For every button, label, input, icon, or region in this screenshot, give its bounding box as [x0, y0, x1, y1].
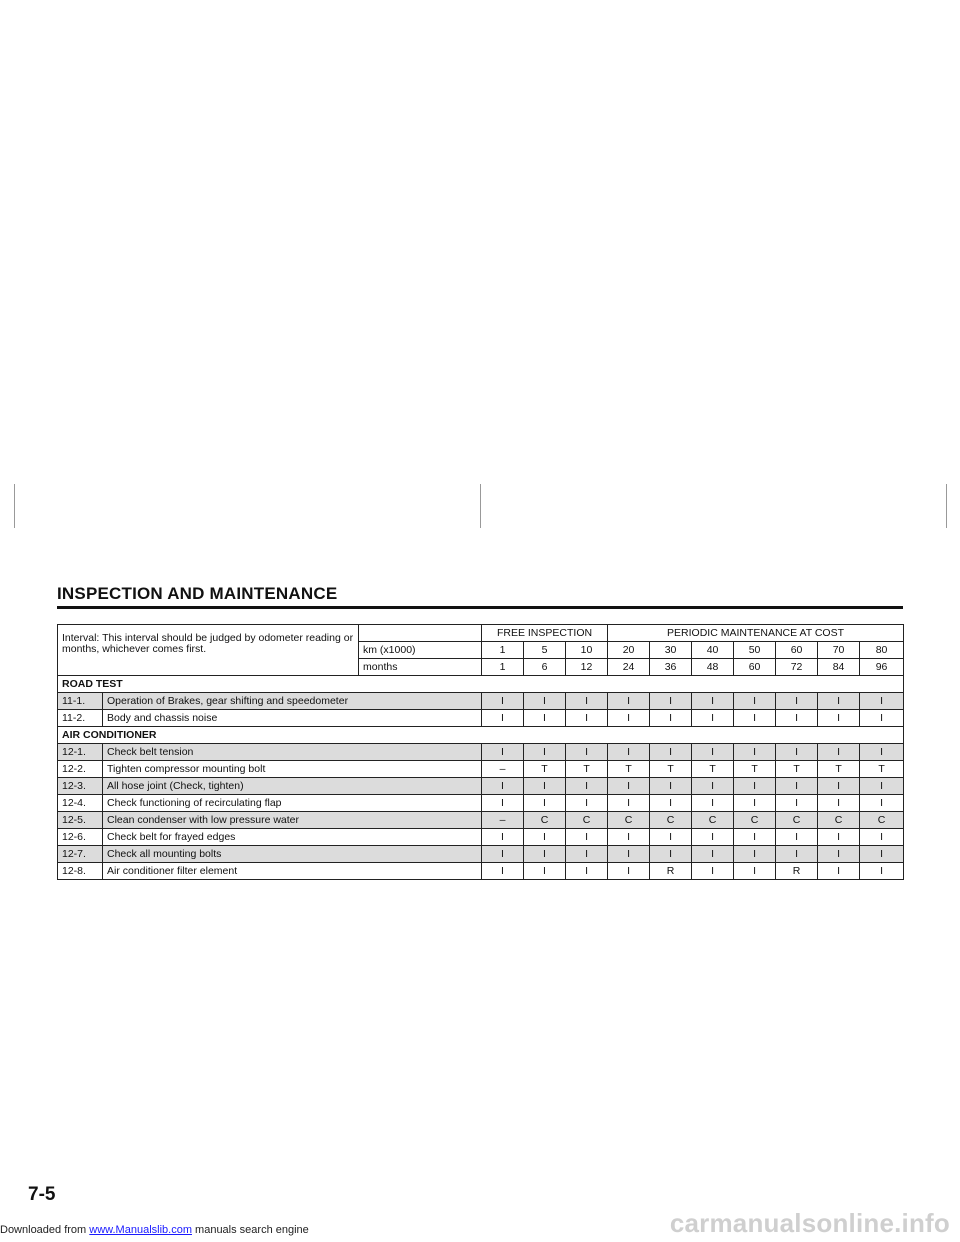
km-value: 40 [692, 642, 734, 659]
item-description: Check functioning of recirculating flap [103, 795, 482, 812]
table-row [58, 812, 904, 829]
schedule-cell: I [818, 693, 860, 710]
item-description: Check all mounting bolts [103, 846, 482, 863]
crop-mark [480, 484, 481, 528]
schedule-cell: I [860, 795, 904, 812]
schedule-cell: I [860, 710, 904, 727]
schedule-cell: C [818, 812, 860, 829]
km-value: 30 [650, 642, 692, 659]
schedule-cell: C [692, 812, 734, 829]
km-value: 20 [608, 642, 650, 659]
months-value: 96 [860, 659, 904, 676]
schedule-cell: I [482, 693, 524, 710]
schedule-cell: I [776, 795, 818, 812]
schedule-cell: C [734, 812, 776, 829]
item-number: 12-7. [58, 846, 103, 863]
months-value: 1 [482, 659, 524, 676]
schedule-cell: I [524, 795, 566, 812]
schedule-cell: I [860, 846, 904, 863]
schedule-cell: I [818, 863, 860, 880]
schedule-cell: I [776, 778, 818, 795]
item-description: Check belt tension [103, 744, 482, 761]
item-number: 12-1. [58, 744, 103, 761]
table-row [58, 761, 904, 778]
watermark-logo: carmanualsonline.info [669, 1208, 950, 1238]
schedule-cell: I [524, 846, 566, 863]
schedule-cell: I [608, 863, 650, 880]
schedule-cell: T [818, 761, 860, 778]
page-number: 7-5 [28, 1184, 56, 1205]
section-header-row [58, 676, 904, 693]
km-label: km (x1000) [359, 642, 482, 659]
item-number: 12-4. [58, 795, 103, 812]
item-description: All hose joint (Check, tighten) [103, 778, 482, 795]
schedule-cell: I [524, 863, 566, 880]
schedule-cell: I [566, 778, 608, 795]
schedule-cell: I [650, 710, 692, 727]
schedule-cell: I [734, 693, 776, 710]
km-value: 80 [860, 642, 904, 659]
schedule-cell: I [692, 693, 734, 710]
table-row [58, 744, 904, 761]
schedule-cell: I [566, 710, 608, 727]
km-value: 1 [482, 642, 524, 659]
schedule-cell: I [482, 778, 524, 795]
item-number: 12-5. [58, 812, 103, 829]
schedule-cell: I [860, 778, 904, 795]
schedule-cell: I [566, 846, 608, 863]
schedule-cell: I [734, 778, 776, 795]
maintenance-table [57, 624, 904, 880]
schedule-cell: I [608, 846, 650, 863]
table-row [58, 778, 904, 795]
schedule-cell: I [734, 846, 776, 863]
header-spacer [359, 625, 482, 642]
footer-prefix: Downloaded from [0, 1224, 90, 1236]
item-description: Operation of Brakes, gear shifting and speedometer [103, 693, 482, 710]
schedule-cell: I [524, 744, 566, 761]
schedule-cell: R [650, 863, 692, 880]
section-header-row [58, 727, 904, 744]
item-number: 12-2. [58, 761, 103, 778]
item-number: 12-6. [58, 829, 103, 846]
months-value: 84 [818, 659, 860, 676]
schedule-cell: I [650, 778, 692, 795]
item-number: 11-1. [58, 693, 103, 710]
schedule-cell: C [776, 812, 818, 829]
title-rule [57, 606, 903, 609]
schedule-cell: T [776, 761, 818, 778]
item-number: 12-8. [58, 863, 103, 880]
schedule-cell: I [524, 778, 566, 795]
schedule-cell: I [650, 795, 692, 812]
schedule-cell: I [482, 795, 524, 812]
schedule-cell: I [776, 846, 818, 863]
schedule-cell: I [692, 829, 734, 846]
table-row [58, 710, 904, 727]
schedule-cell: T [650, 761, 692, 778]
section-title: INSPECTION AND MAINTENANCE [57, 584, 338, 603]
schedule-cell: I [860, 863, 904, 880]
crop-mark [946, 484, 947, 528]
schedule-cell: I [734, 795, 776, 812]
section-header: AIR CONDITIONER [58, 727, 904, 744]
schedule-cell: T [566, 761, 608, 778]
schedule-cell: I [482, 744, 524, 761]
schedule-cell: I [776, 710, 818, 727]
item-number: 12-3. [58, 778, 103, 795]
schedule-cell: I [734, 863, 776, 880]
schedule-cell: I [692, 863, 734, 880]
schedule-cell: I [734, 744, 776, 761]
schedule-cell: I [692, 846, 734, 863]
schedule-cell: T [692, 761, 734, 778]
free-inspection-header: FREE INSPECTION [482, 625, 608, 642]
km-value: 10 [566, 642, 608, 659]
schedule-cell: I [818, 846, 860, 863]
schedule-cell: I [650, 744, 692, 761]
months-value: 48 [692, 659, 734, 676]
schedule-cell: I [776, 829, 818, 846]
schedule-cell: I [524, 693, 566, 710]
schedule-cell: I [818, 829, 860, 846]
schedule-cell: I [608, 744, 650, 761]
schedule-cell: I [692, 744, 734, 761]
months-label: months [359, 659, 482, 676]
table-row [58, 863, 904, 880]
km-value: 60 [776, 642, 818, 659]
schedule-cell: I [482, 863, 524, 880]
table-row [58, 846, 904, 863]
section-header: ROAD TEST [58, 676, 904, 693]
interval-note: Interval: This interval should be judged by odometer reading or months, whichever comes first. [58, 625, 359, 676]
months-value: 72 [776, 659, 818, 676]
schedule-cell: I [608, 829, 650, 846]
schedule-cell: T [860, 761, 904, 778]
table-row [58, 829, 904, 846]
schedule-cell: I [692, 778, 734, 795]
item-description: Check belt for frayed edges [103, 829, 482, 846]
schedule-cell: I [524, 829, 566, 846]
schedule-cell: I [650, 829, 692, 846]
schedule-cell: T [524, 761, 566, 778]
schedule-cell: I [776, 744, 818, 761]
schedule-cell: I [776, 693, 818, 710]
periodic-maintenance-header: PERIODIC MAINTENANCE AT COST [608, 625, 904, 642]
table-body [58, 625, 904, 880]
schedule-cell: I [734, 710, 776, 727]
schedule-cell: – [482, 761, 524, 778]
schedule-cell: I [566, 693, 608, 710]
crop-mark [14, 484, 15, 528]
schedule-cell: I [566, 863, 608, 880]
schedule-cell: I [818, 710, 860, 727]
schedule-cell: I [608, 778, 650, 795]
km-value: 5 [524, 642, 566, 659]
schedule-cell: I [818, 744, 860, 761]
schedule-cell: I [818, 795, 860, 812]
schedule-cell: I [692, 710, 734, 727]
schedule-cell: I [608, 710, 650, 727]
schedule-cell: I [566, 795, 608, 812]
item-description: Air conditioner filter element [103, 863, 482, 880]
schedule-cell: I [650, 846, 692, 863]
schedule-cell: T [734, 761, 776, 778]
schedule-cell: – [482, 812, 524, 829]
schedule-cell: I [650, 693, 692, 710]
schedule-cell: I [860, 829, 904, 846]
schedule-cell: R [776, 863, 818, 880]
header-row-groups [58, 625, 904, 642]
table-row [58, 795, 904, 812]
schedule-cell: I [860, 693, 904, 710]
months-value: 6 [524, 659, 566, 676]
table-row [58, 693, 904, 710]
km-value: 70 [818, 642, 860, 659]
schedule-cell: I [482, 846, 524, 863]
schedule-cell: C [608, 812, 650, 829]
schedule-cell: C [566, 812, 608, 829]
schedule-cell: I [608, 795, 650, 812]
schedule-cell: I [482, 710, 524, 727]
schedule-cell: I [734, 829, 776, 846]
item-description: Tighten compressor mounting bolt [103, 761, 482, 778]
item-description: Clean condenser with low pressure water [103, 812, 482, 829]
footer-suffix: manuals search engine [191, 1224, 309, 1236]
schedule-cell: I [860, 744, 904, 761]
schedule-cell: I [818, 778, 860, 795]
months-value: 24 [608, 659, 650, 676]
manualslib-link[interactable]: www.Manualslib.com [89, 1224, 192, 1236]
schedule-cell: I [692, 795, 734, 812]
km-value: 50 [734, 642, 776, 659]
schedule-cell: C [860, 812, 904, 829]
schedule-cell: I [566, 829, 608, 846]
months-value: 12 [566, 659, 608, 676]
item-number: 11-2. [58, 710, 103, 727]
schedule-cell: C [524, 812, 566, 829]
item-description: Body and chassis noise [103, 710, 482, 727]
schedule-cell: T [608, 761, 650, 778]
schedule-cell: I [566, 744, 608, 761]
schedule-cell: I [482, 829, 524, 846]
schedule-cell: C [650, 812, 692, 829]
schedule-cell: I [608, 693, 650, 710]
months-value: 36 [650, 659, 692, 676]
months-value: 60 [734, 659, 776, 676]
schedule-cell: I [524, 710, 566, 727]
download-footer [0, 1224, 309, 1236]
